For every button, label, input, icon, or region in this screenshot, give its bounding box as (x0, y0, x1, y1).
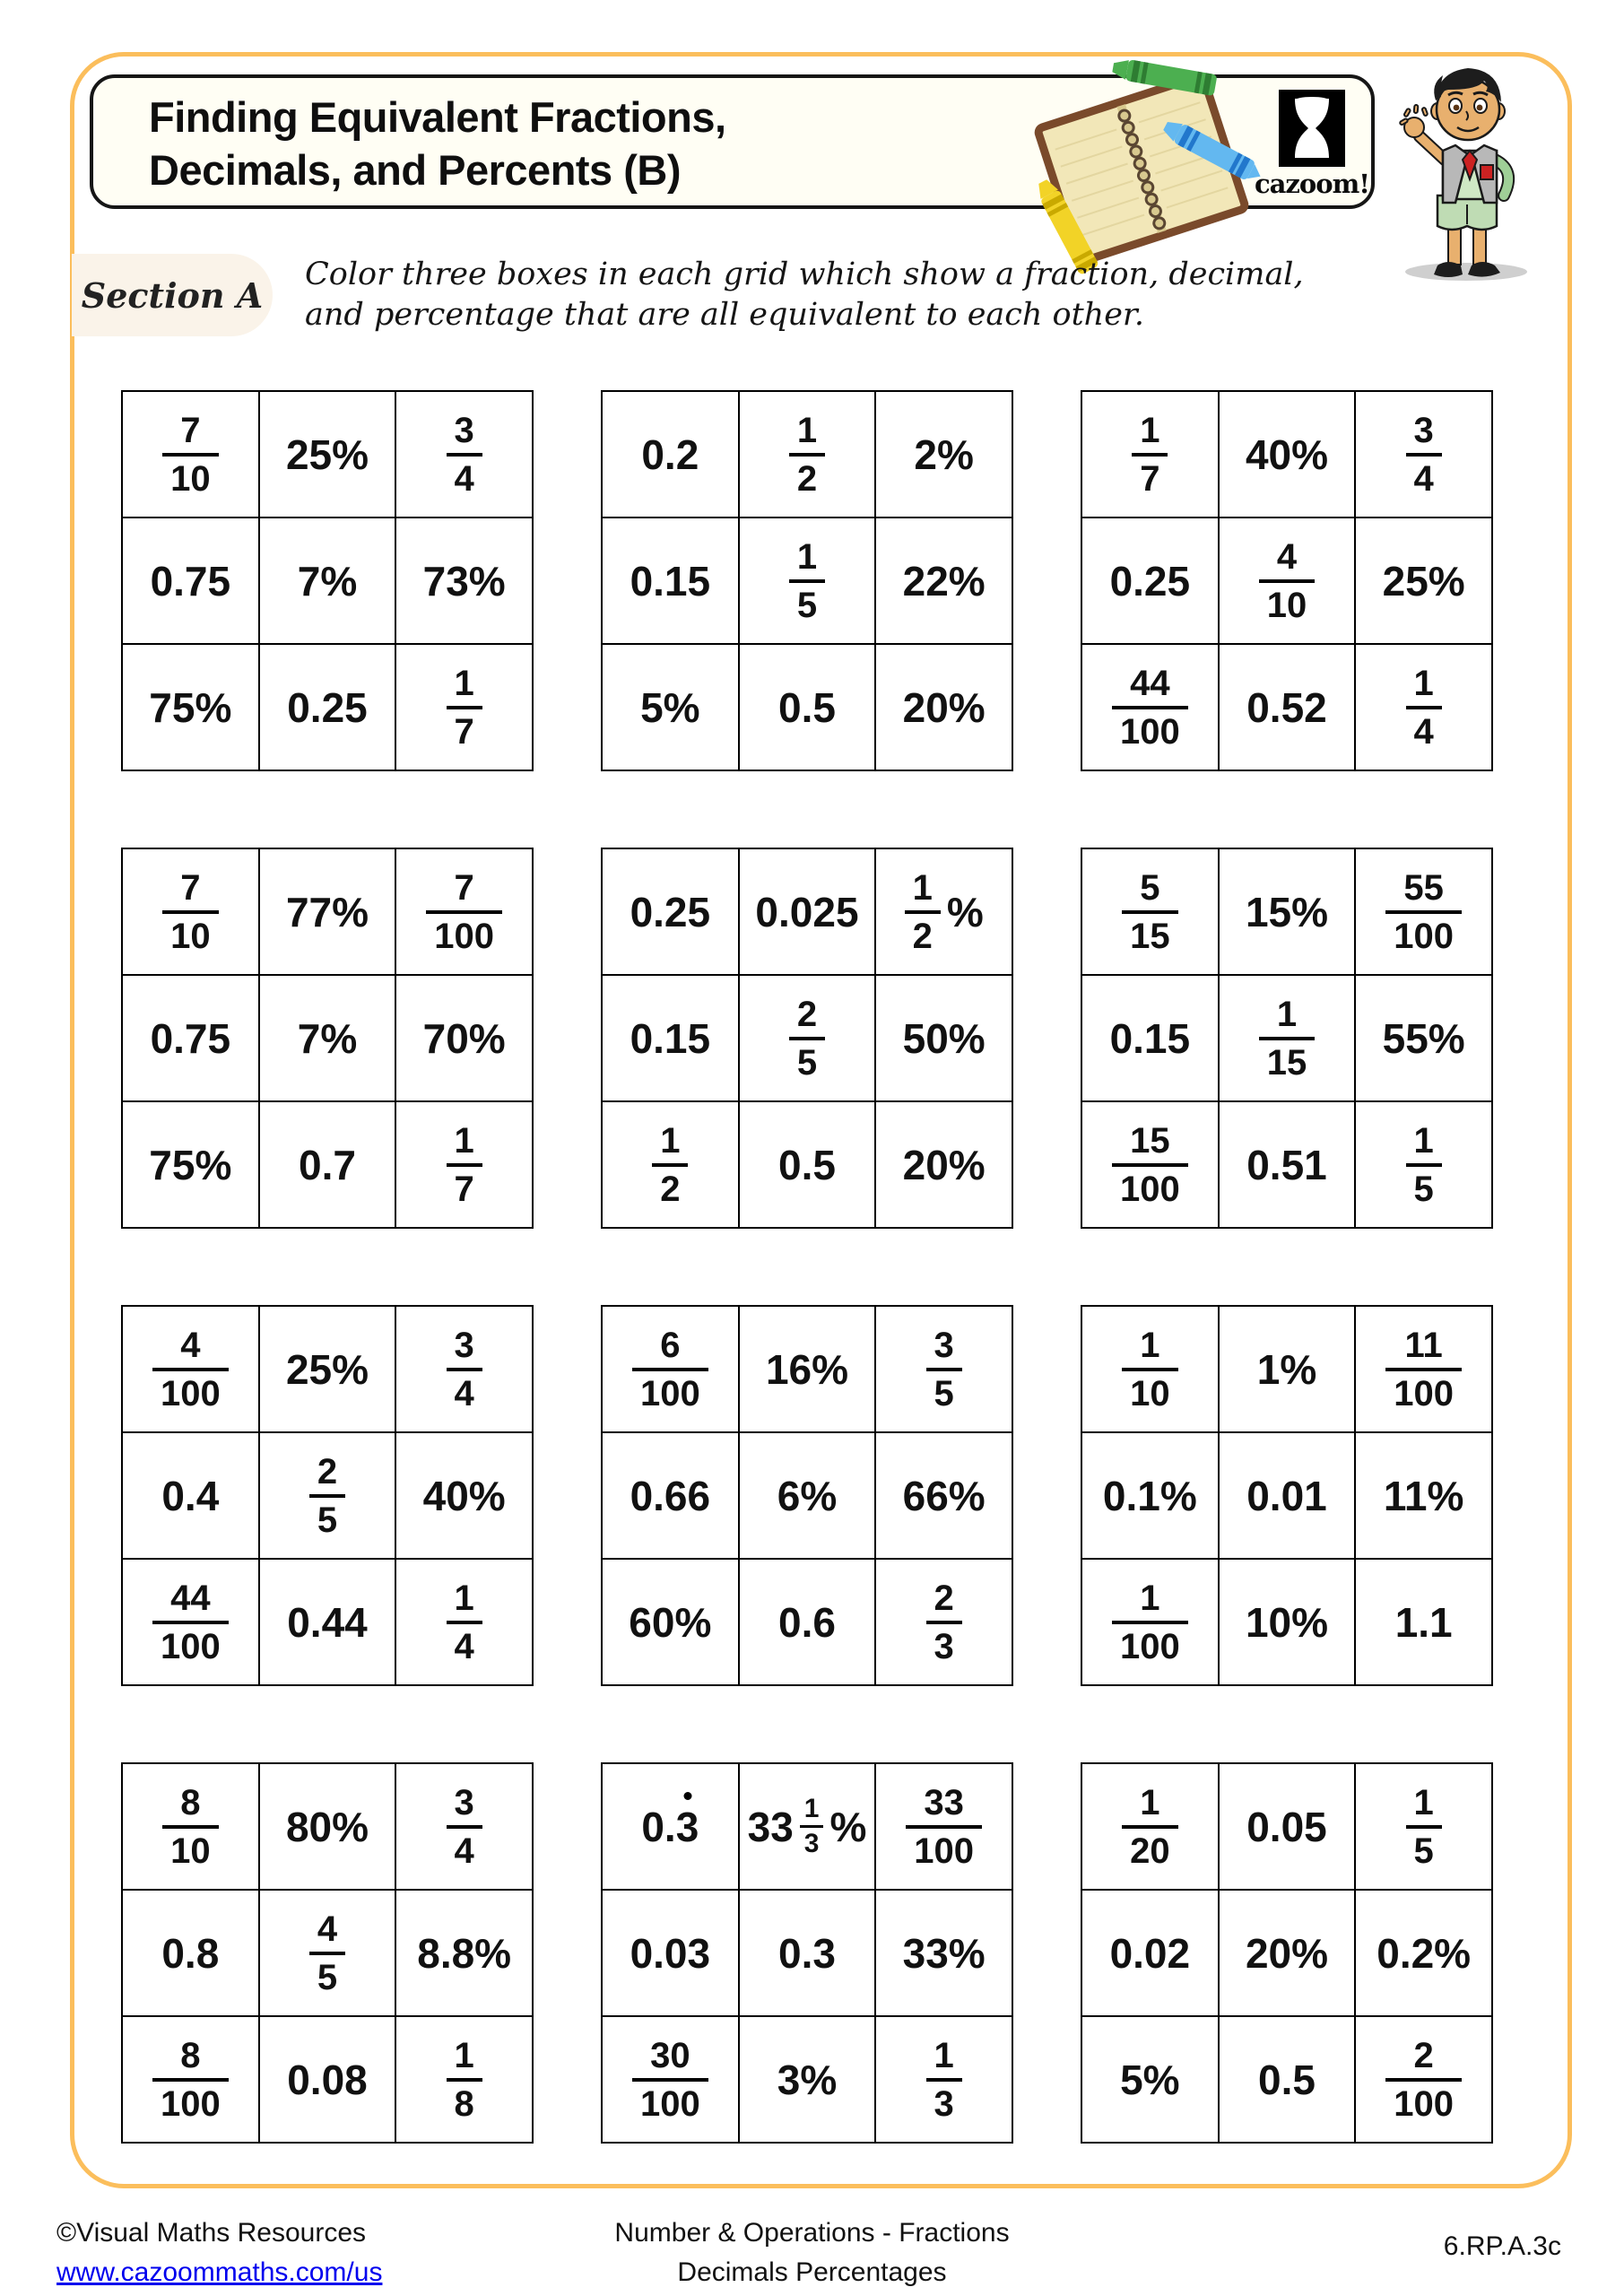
grid-cell[interactable] (739, 1101, 876, 1228)
grids-area (121, 390, 1493, 2144)
grid-cell[interactable] (1355, 2016, 1492, 2143)
grid-cell[interactable] (395, 1306, 533, 1432)
grid-cell[interactable] (1219, 2016, 1356, 2143)
fraction-value: $\frac{1}{7}$ (1132, 413, 1168, 497)
grid-cell[interactable] (875, 644, 1012, 770)
grid-cell[interactable] (1219, 1101, 1356, 1228)
footer-topic-line1: Number & Operations - Fractions (614, 2218, 1010, 2248)
cell-value: 0.66 (630, 1472, 711, 1519)
instruction-line1: Color three boxes in each grid which show a fraction, decimal, (305, 257, 1304, 292)
fraction-value: $\frac{15}{100}$ (1112, 1123, 1188, 1207)
grid-cell[interactable] (1355, 644, 1492, 770)
grid-cell[interactable] (875, 2016, 1012, 2143)
grid-cell[interactable] (1081, 1432, 1219, 1559)
grid-cell[interactable] (395, 975, 533, 1101)
cell-value: 0.02 (1109, 1929, 1191, 1977)
standard-code: 6.RP.A.3c (1443, 2231, 1561, 2261)
grid-cell[interactable] (602, 1763, 739, 1890)
section-a-label: Section A (81, 274, 264, 316)
page-title-line1: Finding Equivalent Fractions, (149, 93, 726, 141)
grid-cell[interactable] (1355, 1432, 1492, 1559)
cell-value: 0.5 (1258, 2056, 1316, 2103)
cell-value: 15% (1245, 888, 1329, 935)
cell-value: 0.2% (1376, 1929, 1472, 1977)
grid-cell[interactable] (739, 2016, 876, 2143)
fraction-value: $\frac{6}{100}$ (632, 1327, 708, 1412)
fraction-value: $\frac{1}{7}$ (447, 1123, 482, 1207)
fraction-value: $\frac{1}{15}$ (1259, 996, 1316, 1081)
cell-value: 20% (1245, 1929, 1329, 1977)
equivalence-grid-10 (121, 1762, 534, 2144)
grid-cell[interactable] (602, 2016, 739, 2143)
grid-cell[interactable] (739, 1306, 876, 1432)
boy-mascot (1385, 54, 1542, 283)
fraction-value: $\frac{4}{10}$ (1259, 539, 1316, 623)
grid-cell[interactable] (259, 391, 396, 517)
cell-value: 7% (297, 1014, 358, 1062)
cazoom-url-link[interactable]: www.cazoommaths.com/us (56, 2257, 383, 2287)
grid-cell[interactable] (395, 391, 533, 517)
grid-cell[interactable] (602, 1432, 739, 1559)
equivalence-grid-4 (121, 848, 534, 1229)
grid-cell[interactable] (122, 1559, 259, 1685)
footer-topic-line2: Decimals Percentages (677, 2257, 947, 2287)
grid-cell[interactable] (875, 1559, 1012, 1685)
fraction-value: $\frac{1}{5}$ (789, 539, 825, 623)
cell-value: 70% (422, 1014, 506, 1062)
fraction-value: $\frac{1}{4}$ (447, 1580, 482, 1665)
cell-value: 75% (149, 1141, 232, 1188)
page-title (149, 91, 726, 196)
fraction-value: $\frac{3}{4}$ (447, 1785, 482, 1869)
cell-value: 73% (422, 557, 506, 604)
grid-cell[interactable] (875, 1101, 1012, 1228)
cazoom-logo-text: cazoom! (1254, 169, 1370, 199)
cell-value: 16% (765, 1345, 849, 1393)
grid-cell[interactable] (122, 1763, 259, 1890)
grid-cell[interactable] (122, 2016, 259, 2143)
cell-value: 1% (1256, 1345, 1317, 1393)
fraction-value: $\frac{30}{100}$ (632, 2038, 708, 2122)
fraction-value: $\frac{7}{100}$ (426, 870, 502, 954)
grid-cell[interactable] (259, 1559, 396, 1685)
grid-cell[interactable] (1355, 975, 1492, 1101)
cell-value: 0.3 (778, 1929, 836, 1977)
equivalence-grid-12 (1081, 1762, 1493, 2144)
grid-cell[interactable] (259, 644, 396, 770)
cell-value: 7% (297, 557, 358, 604)
grid-cell[interactable] (122, 975, 259, 1101)
cell-value: 0.1% (1102, 1472, 1197, 1519)
fraction-value: $\frac{2}{5}$ (789, 996, 825, 1081)
grid-cell[interactable] (1219, 975, 1356, 1101)
cell-value: 5% (1120, 2056, 1180, 2103)
fraction-value: $\frac{3}{4}$ (1406, 413, 1442, 497)
grid-cell[interactable] (259, 1890, 396, 2016)
grid-cell[interactable] (122, 1890, 259, 2016)
grid-cell[interactable] (1081, 644, 1219, 770)
instruction-line2: and percentage that are all equivalent to each other. (305, 296, 1144, 333)
grid-cell[interactable] (122, 1101, 259, 1228)
grid-cell[interactable] (395, 1890, 533, 2016)
cell-value: 0.6 (778, 1598, 836, 1646)
grid-cell[interactable] (875, 1890, 1012, 2016)
grid-cell[interactable] (602, 1306, 739, 1432)
grid-cell[interactable] (259, 1763, 396, 1890)
grid-cell[interactable] (739, 1763, 876, 1890)
grid-cell[interactable] (122, 391, 259, 517)
grid-cell[interactable] (1081, 1890, 1219, 2016)
cell-value: 75% (149, 683, 232, 731)
cell-value: 22% (902, 557, 986, 604)
cell-value: 0.44 (287, 1598, 368, 1646)
fraction-value: $\frac{11}{100}$ (1385, 1327, 1462, 1412)
grid-cell[interactable] (395, 848, 533, 975)
cell-value: 40% (422, 1472, 506, 1519)
cell-value: 0.025 (755, 888, 859, 935)
fraction-value: $\frac{2}{5}$ (309, 1454, 345, 1538)
fraction-value: $\frac{44}{100}$ (1112, 665, 1188, 750)
grid-cell[interactable] (1081, 848, 1219, 975)
cell-value: 0.25 (630, 888, 711, 935)
cell-value: 0.75 (150, 1014, 231, 1062)
grid-cell[interactable] (395, 2016, 533, 2143)
grid-cell[interactable] (395, 1101, 533, 1228)
grid-cell[interactable] (1081, 1306, 1219, 1432)
equivalence-grid-1 (121, 390, 534, 771)
fraction-value: $\frac{1}{2}$ (905, 870, 941, 954)
fraction-value: $\frac{1}{3}$ (926, 2038, 962, 2122)
copyright-text: ©Visual Maths Resources (56, 2218, 367, 2248)
fraction-value: $\frac{1}{100}$ (1112, 1580, 1188, 1665)
fraction-value: $\frac{2}{100}$ (1385, 2038, 1462, 2122)
grid-cell[interactable] (395, 517, 533, 644)
equivalence-grid-8 (601, 1305, 1013, 1686)
fraction-value: $\frac{1}{3}$ (800, 1796, 824, 1857)
equivalence-grid-6 (1081, 848, 1493, 1229)
section-a-pill (72, 254, 273, 336)
grid-cell[interactable] (1355, 1559, 1492, 1685)
grid-cell[interactable] (1081, 2016, 1219, 2143)
cell-value: 50% (902, 1014, 986, 1062)
fraction-value: $\frac{55}{100}$ (1385, 870, 1462, 954)
cell-value: 20% (902, 1141, 986, 1188)
grid-cell[interactable] (875, 1432, 1012, 1559)
grid-cell[interactable] (739, 1432, 876, 1559)
fraction-value: $\frac{1}{7}$ (447, 665, 482, 750)
fraction-value: $\frac{4}{100}$ (152, 1327, 229, 1412)
cell-value: % (946, 888, 984, 935)
cell-value: 60% (629, 1598, 712, 1646)
cell-value: 2% (914, 430, 974, 478)
cell-value: 10% (1245, 1598, 1329, 1646)
footer-center (0, 2213, 1624, 2292)
grid-cell[interactable] (1219, 1306, 1356, 1432)
fraction-value: $\frac{3}{5}$ (926, 1327, 962, 1412)
grid-cell[interactable] (1081, 1101, 1219, 1228)
equivalence-grid-2 (601, 390, 1013, 771)
cell-value: 80% (285, 1803, 369, 1850)
cell-value: 0.2 (641, 430, 699, 478)
fraction-value: $\frac{33}{100}$ (906, 1785, 982, 1869)
grid-cell[interactable] (395, 1432, 533, 1559)
cell-value: 0.25 (287, 683, 368, 731)
grid-cell[interactable] (259, 2016, 396, 2143)
grid-cell[interactable] (602, 1101, 739, 1228)
cazoom-logo-icon (1279, 90, 1345, 167)
grid-cell[interactable] (395, 1763, 533, 1890)
grid-cell[interactable] (122, 1306, 259, 1432)
fraction-value: $\frac{1}{5}$ (1406, 1785, 1442, 1869)
fraction-value: $\frac{4}{5}$ (309, 1911, 345, 1996)
cell-value: 8.8% (417, 1929, 512, 1977)
grid-cell[interactable] (122, 517, 259, 644)
cazoom-logo (1245, 90, 1379, 199)
cell-value: 0.15 (630, 557, 711, 604)
grid-cell[interactable] (875, 1306, 1012, 1432)
equivalence-grid-3 (1081, 390, 1493, 771)
grid-cell[interactable] (739, 644, 876, 770)
cell-value: 0.4 (161, 1472, 220, 1519)
grid-cell[interactable] (1081, 1559, 1219, 1685)
cell-value: 77% (285, 888, 369, 935)
grid-cell[interactable] (875, 848, 1012, 975)
fraction-value: $\frac{7}{10}$ (162, 413, 219, 497)
cell-value: 25% (285, 430, 369, 478)
fraction-value: $\frac{1}{8}$ (447, 2038, 482, 2122)
grid-cell[interactable] (739, 975, 876, 1101)
fraction-value: $\frac{1}{5}$ (1406, 1123, 1442, 1207)
fraction-value: $\frac{8}{10}$ (162, 1785, 219, 1869)
cell-value: 0.51 (1246, 1141, 1327, 1188)
grid-cell[interactable] (259, 517, 396, 644)
grid-cell[interactable] (1219, 517, 1356, 644)
grid-cell[interactable] (739, 1559, 876, 1685)
grid-cell[interactable] (1355, 1101, 1492, 1228)
cell-value: 0.75 (150, 557, 231, 604)
fraction-value: $\frac{3}{4}$ (447, 1327, 482, 1412)
grid-cell[interactable] (1219, 1763, 1356, 1890)
grid-cell[interactable] (739, 517, 876, 644)
grid-cell[interactable] (1219, 1559, 1356, 1685)
cell-value: 20% (902, 683, 986, 731)
grid-cell[interactable] (122, 1432, 259, 1559)
cell-value: 1.1 (1394, 1598, 1453, 1646)
grid-cell[interactable] (1355, 1306, 1492, 1432)
grid-cell[interactable] (602, 1559, 739, 1685)
equivalence-grid-9 (1081, 1305, 1493, 1686)
cell-value: 0.15 (630, 1014, 711, 1062)
grid-cell[interactable] (259, 1432, 396, 1559)
section-a-instruction (305, 255, 1304, 335)
grid-cell[interactable] (395, 1559, 533, 1685)
cell-value: 3% (777, 2056, 838, 2103)
cell-value: 11% (1383, 1472, 1464, 1519)
grid-cell[interactable] (1219, 848, 1356, 975)
grid-cell[interactable] (1355, 848, 1492, 975)
cell-value: 66% (902, 1472, 986, 1519)
cell-value: 40% (1245, 430, 1329, 478)
grid-cell[interactable] (1081, 1763, 1219, 1890)
fraction-value: $\frac{1}{4}$ (1406, 665, 1442, 750)
page-title-line2: Decimals, and Percents (B) (149, 146, 681, 195)
grid-cell[interactable] (739, 391, 876, 517)
cell-value: 5% (640, 683, 700, 731)
fraction-value: $\frac{1}{10}$ (1122, 1327, 1178, 1412)
grid-cell[interactable] (875, 1763, 1012, 1890)
grid-cell[interactable] (602, 517, 739, 644)
cell-value: 0.15 (1109, 1014, 1191, 1062)
grid-cell[interactable] (875, 391, 1012, 517)
grid-cell[interactable] (602, 975, 739, 1101)
grid-cell[interactable] (1081, 391, 1219, 517)
grid-cell[interactable] (1219, 391, 1356, 517)
cell-value: 25% (1382, 557, 1465, 604)
grid-cell[interactable] (739, 848, 876, 975)
fraction-value: $\frac{2}{3}$ (926, 1580, 962, 1665)
fraction-value: $\frac{3}{4}$ (447, 413, 482, 497)
cell-value: 0.08 (287, 2056, 368, 2103)
cell-value: 0.03 (630, 1929, 711, 1977)
cell-value: 0.01 (1246, 1472, 1327, 1519)
fraction-value: $\frac{5}{15}$ (1122, 870, 1178, 954)
fraction-value: $\frac{1}{2}$ (652, 1123, 688, 1207)
cell-value: % (829, 1803, 867, 1850)
fraction-value: $\frac{1}{2}$ (789, 413, 825, 497)
fraction-value: $\frac{8}{100}$ (152, 2038, 229, 2122)
grid-cell[interactable] (1219, 644, 1356, 770)
fraction-value: $\frac{1}{20}$ (1122, 1785, 1178, 1869)
grid-cell[interactable] (1081, 517, 1219, 644)
cell-value: 25% (285, 1345, 369, 1393)
grid-cell[interactable] (259, 1101, 396, 1228)
grid-cell[interactable] (259, 848, 396, 975)
grid-cell[interactable] (395, 644, 533, 770)
grid-cell[interactable] (1219, 1890, 1356, 2016)
cell-value: 0.5 (778, 1141, 836, 1188)
grid-cell[interactable] (602, 848, 739, 975)
grid-cell[interactable] (602, 1890, 739, 2016)
cell-value: 55% (1382, 1014, 1465, 1062)
grid-cell[interactable] (739, 1890, 876, 2016)
grid-cell[interactable] (1355, 1763, 1492, 1890)
grid-cell[interactable] (1219, 1432, 1356, 1559)
cell-value: 0.25 (1109, 557, 1191, 604)
cell-value: 0.7 (299, 1141, 356, 1188)
grid-cell[interactable] (122, 644, 259, 770)
grid-cell[interactable] (1355, 391, 1492, 517)
fraction-value: $\frac{44}{100}$ (152, 1580, 229, 1665)
cell-value: 33% (902, 1929, 986, 1977)
grid-cell[interactable] (1355, 517, 1492, 644)
cell-value: 0.8 (161, 1929, 220, 1977)
grid-cell[interactable] (875, 517, 1012, 644)
grid-cell[interactable] (259, 975, 396, 1101)
grid-cell[interactable] (1355, 1890, 1492, 2016)
cell-value: 0. (641, 1803, 676, 1850)
cell-value: 0.5 (778, 683, 836, 731)
cell-value: 3 (675, 1803, 699, 1850)
grid-cell[interactable] (1081, 975, 1219, 1101)
grid-cell[interactable] (122, 848, 259, 975)
grid-cell[interactable] (875, 975, 1012, 1101)
cell-value: 0.52 (1246, 683, 1327, 731)
cell-value: 33 (747, 1803, 794, 1850)
equivalence-grid-7 (121, 1305, 534, 1686)
fraction-value: $\frac{7}{10}$ (162, 870, 219, 954)
cell-value: 6% (777, 1472, 838, 1519)
equivalence-grid-5 (601, 848, 1013, 1229)
cell-value: 0.05 (1246, 1803, 1327, 1850)
grid-cell[interactable] (602, 644, 739, 770)
grid-cell[interactable] (259, 1306, 396, 1432)
grid-cell[interactable] (602, 391, 739, 517)
equivalence-grid-11 (601, 1762, 1013, 2144)
